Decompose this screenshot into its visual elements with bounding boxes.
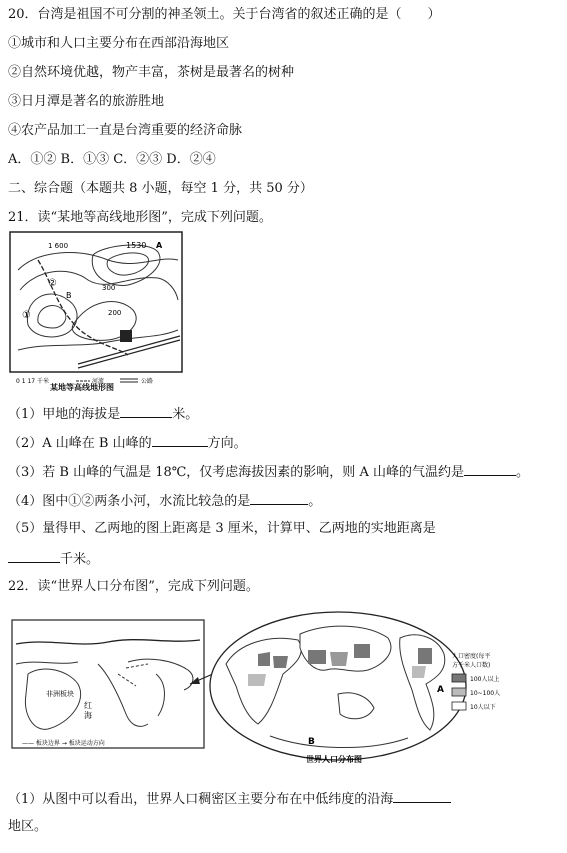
world-population-figure: [8, 604, 563, 770]
q20-options: A．①② B．①③ C．②③ D．②④: [8, 152, 216, 167]
q21-part-3-blank: [464, 462, 516, 476]
q21-part-1-text: （1）甲地的海拔是: [8, 407, 121, 422]
q22-stem: 22．读“世界人口分布图”，完成下列问题。: [8, 579, 259, 594]
contour-map: [8, 230, 186, 390]
q21-part-5: （5）量得甲、乙两地的图上距离是 3 厘米，计算甲、乙两地的实地距离是: [8, 521, 436, 536]
contour-map-caption: 某地等高线地形图: [50, 383, 114, 392]
contour-label-200: 200: [108, 309, 122, 317]
world-map-a-label: A: [437, 685, 444, 695]
q21-part-5-blank: [8, 549, 60, 563]
q21-part-3-text: （3）若 B 山峰的气温是 18℃，仅考虑海拔因素的影响，则 A 山峰的气温约是: [8, 465, 464, 480]
river-legend-label: 河流: [92, 378, 105, 385]
contour-label-300: 300: [102, 284, 116, 292]
world-map-caption: 世界人口分布图: [306, 755, 362, 764]
q22-part-1-cont: 地区。: [8, 819, 48, 834]
peak-a-label: A: [156, 241, 163, 250]
river-2-label: ②: [48, 278, 57, 289]
q20-statement-3: ③日月潭是著名的旅游胜地: [8, 94, 165, 109]
q20-statement-1: ①城市和人口主要分布在西部沿海地区: [8, 36, 230, 51]
legend-sparse-label: 10人以下: [470, 704, 496, 711]
legend-title-2: 方千米人口数): [452, 662, 491, 669]
legend-title-1: 人口密度(每平: [452, 653, 491, 660]
red-sea-label-2: 海: [84, 711, 92, 720]
q21-part-3: [8, 462, 529, 482]
q21-part-4-text: （4）图中①②两条小河，水流比较急的是: [8, 494, 251, 509]
contour-label-1600: 1 600: [48, 242, 69, 250]
world-map-b-label: B: [308, 737, 315, 747]
inset-legend-label: —— 板块边界 → 板块运动方向: [22, 740, 105, 747]
world-population-map: [8, 604, 563, 770]
legend-dense-label: 100人以上: [470, 676, 500, 683]
q21-part-4: [8, 491, 321, 511]
section-2-heading: 二、综合题（本题共 8 小题，每空 1 分，共 50 分）: [8, 181, 313, 196]
q20-stem: 20．台湾是祖国不可分割的神圣领土。关于台湾省的叙述正确的是（ ）: [8, 7, 441, 22]
red-sea-label-1: 红: [84, 701, 92, 710]
q20-statement-4: ④农产品加工一直是台湾重要的经济命脉: [8, 123, 243, 138]
q22-part-1: [8, 789, 451, 809]
africa-plate-label: 非洲板块: [46, 690, 74, 698]
peak-label-1530: 1530: [126, 241, 147, 250]
contour-map-figure: [8, 230, 186, 390]
scale-label: 0 1 17 千米: [16, 378, 49, 385]
q21-part-5-cont: [8, 549, 99, 569]
legend-medium-label: 10~100人: [470, 690, 501, 697]
q21-part-4-suffix: 。: [308, 494, 322, 509]
q21-part-2: [8, 433, 247, 453]
q20-statement-2: ②自然环境优越，物产丰富，茶树是最著名的树种: [8, 65, 295, 80]
q21-part-5-suffix: 千米。: [60, 552, 100, 567]
q21-part-1-suffix: 米。: [172, 407, 199, 422]
q21-part-1: [8, 404, 198, 424]
river-1-label: ①: [22, 310, 31, 321]
q21-part-2-suffix: 方向。: [207, 436, 247, 451]
q21-part-3-suffix: 。: [515, 465, 529, 480]
q22-part-1-blank: [393, 789, 451, 803]
q21-part-2-text: （2）A 山峰在 B 山峰的: [8, 436, 152, 451]
q21-part-1-blank: [120, 404, 172, 418]
q21-part-4-blank: [250, 491, 308, 505]
q21-part-2-blank: [152, 433, 208, 447]
q22-part-1-text: （1）从图中可以看出，世界人口稠密区主要分布在中低纬度的沿海: [8, 792, 394, 807]
q21-stem: 21．读“某地等高线地形图”，完成下列问题。: [8, 210, 272, 225]
peak-b-label: B: [66, 291, 72, 300]
road-legend-label: 公路: [141, 378, 154, 385]
